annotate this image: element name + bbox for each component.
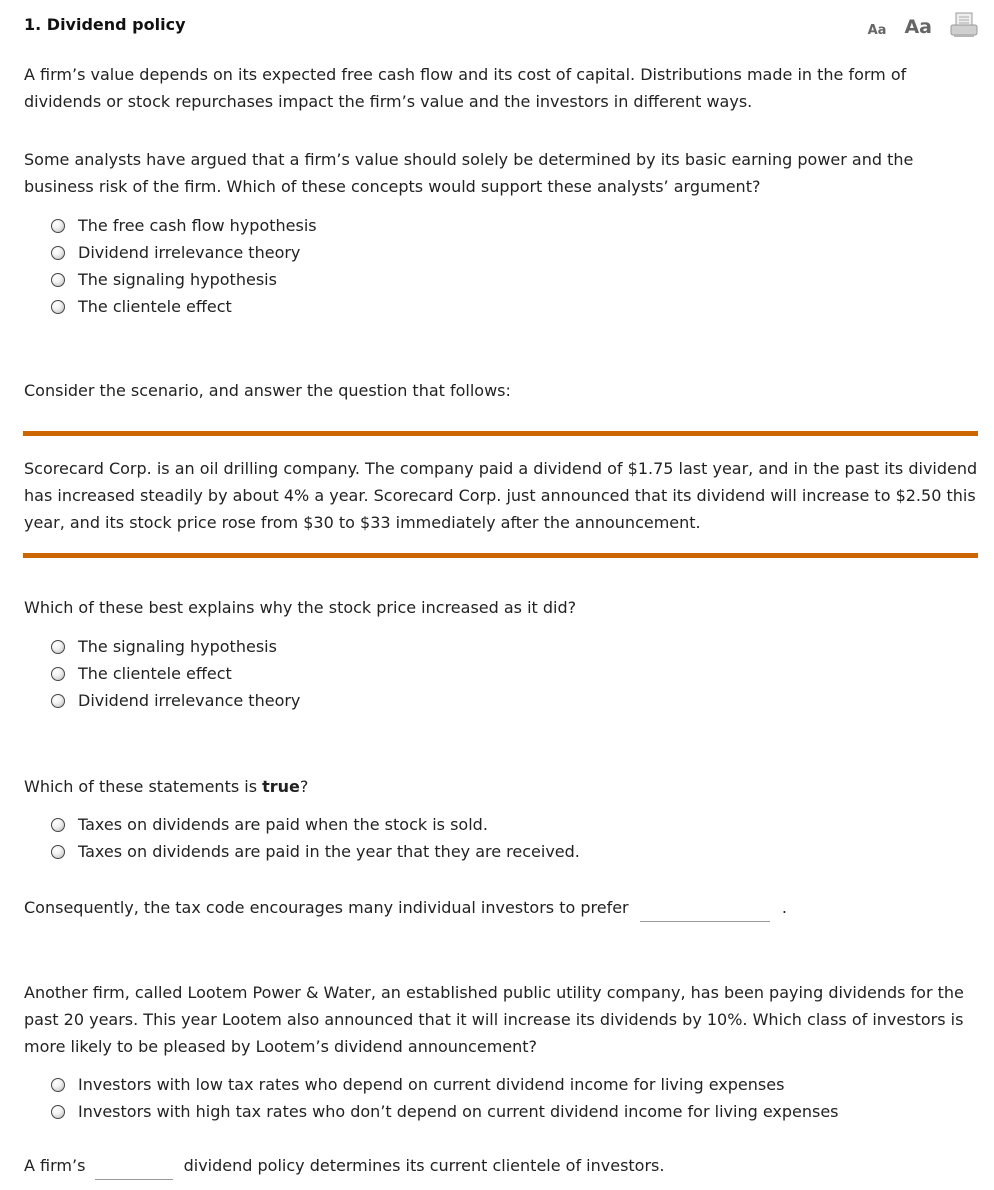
- scenario-top-rule: [23, 431, 978, 436]
- toolbar: [868, 12, 978, 38]
- option[interactable]: [51, 660, 300, 687]
- option[interactable]: [51, 687, 300, 714]
- question-3-options: [51, 811, 580, 865]
- question-1-options: [51, 212, 317, 320]
- option-label: The signaling hypothesis: [78, 270, 277, 289]
- option-label: Taxes on dividends are paid in the year that they are received.: [78, 842, 580, 861]
- option[interactable]: [51, 293, 317, 320]
- radio-button[interactable]: [51, 694, 65, 708]
- radio-button[interactable]: [51, 640, 65, 654]
- question-6-text-before: A firm’s: [24, 1156, 86, 1175]
- question-4-text: Consequently, the tax code encourages many individual investors to prefer: [24, 898, 629, 917]
- option[interactable]: [51, 633, 300, 660]
- radio-button[interactable]: [51, 667, 65, 681]
- radio-button[interactable]: [51, 818, 65, 832]
- question-3-prompt-end: ?: [299, 777, 309, 796]
- question-3-prompt-text: Which of these statements is: [24, 777, 263, 796]
- option-label: Investors with high tax rates who don’t depend on current dividend income for living expenses: [78, 1102, 839, 1121]
- scenario-text: Scorecard Corp. is an oil drilling company. The company paid a dividend of $1.75 last year, and in the past its dividend has increased steadily by about 4% a year. Scorecard Corp. just announced that its dividend will increase to $2.50 this year, and its stock price rose from $30 to $33 immediately after the announcement.: [24, 459, 978, 532]
- option[interactable]: [51, 212, 317, 239]
- question-5-prompt: Another firm, called Lootem Power & Water, an established public utility company, has been paying dividends for the past 20 years. This year Lootem also announced that it will increase its dividends by 10%. Which class of investors is more likely to be pleased by Lootem’s dividend announcement?: [24, 983, 964, 1056]
- intro-paragraph: A firm’s value depends on its expected free cash flow and its cost of capital. Distributions made in the form of dividends or stock repurchases impact the firm’s value and the investors in different ways.: [24, 65, 907, 111]
- question-4-period: .: [781, 898, 787, 917]
- print-icon[interactable]: [950, 12, 978, 38]
- question-5-options: [51, 1071, 839, 1125]
- radio-button[interactable]: [51, 1105, 65, 1119]
- answer-dropdown[interactable]: [95, 1152, 173, 1180]
- option-label: The signaling hypothesis: [78, 637, 277, 656]
- option[interactable]: [51, 838, 580, 865]
- option-label: Taxes on dividends are paid when the stock is sold.: [78, 815, 488, 834]
- question-3-emphasis: true: [262, 777, 300, 796]
- option-label: Dividend irrelevance theory: [78, 243, 301, 262]
- radio-button[interactable]: [51, 845, 65, 859]
- option[interactable]: [51, 811, 580, 838]
- question-1-prompt: Some analysts have argued that a firm’s value should solely be determined by its basic earning power and the business risk of the firm. Which of these concepts would support these analysts’ argument?: [24, 150, 914, 196]
- option[interactable]: [51, 239, 317, 266]
- radio-button[interactable]: [51, 300, 65, 314]
- font-size-small-button[interactable]: Aa: [867, 23, 887, 38]
- scenario-bottom-rule: [23, 553, 978, 558]
- question-4: [24, 894, 979, 922]
- option-label: The clientele effect: [78, 664, 232, 683]
- page-title: 1. Dividend policy: [24, 15, 186, 34]
- option[interactable]: [51, 266, 317, 293]
- option[interactable]: [51, 1098, 839, 1125]
- option-label: The free cash flow hypothesis: [78, 216, 317, 235]
- radio-button[interactable]: [51, 219, 65, 233]
- question-2-prompt: Which of these best explains why the stock price increased as it did?: [24, 598, 577, 617]
- radio-button[interactable]: [51, 273, 65, 287]
- radio-button[interactable]: [51, 246, 65, 260]
- question-3-prompt: [24, 773, 979, 800]
- radio-button[interactable]: [51, 1078, 65, 1092]
- font-size-large-button[interactable]: Aa: [904, 16, 932, 38]
- scenario-lead: Consider the scenario, and answer the question that follows:: [24, 381, 511, 400]
- question-6: [24, 1152, 979, 1180]
- question-6-text-after: dividend policy determines its current clientele of investors.: [183, 1156, 665, 1175]
- option[interactable]: [51, 1071, 839, 1098]
- option-label: The clientele effect: [78, 297, 232, 316]
- option-label: Investors with low tax rates who depend on current dividend income for living expenses: [78, 1075, 785, 1094]
- answer-dropdown[interactable]: [640, 894, 770, 922]
- question-2-options: [51, 633, 300, 714]
- option-label: Dividend irrelevance theory: [78, 691, 301, 710]
